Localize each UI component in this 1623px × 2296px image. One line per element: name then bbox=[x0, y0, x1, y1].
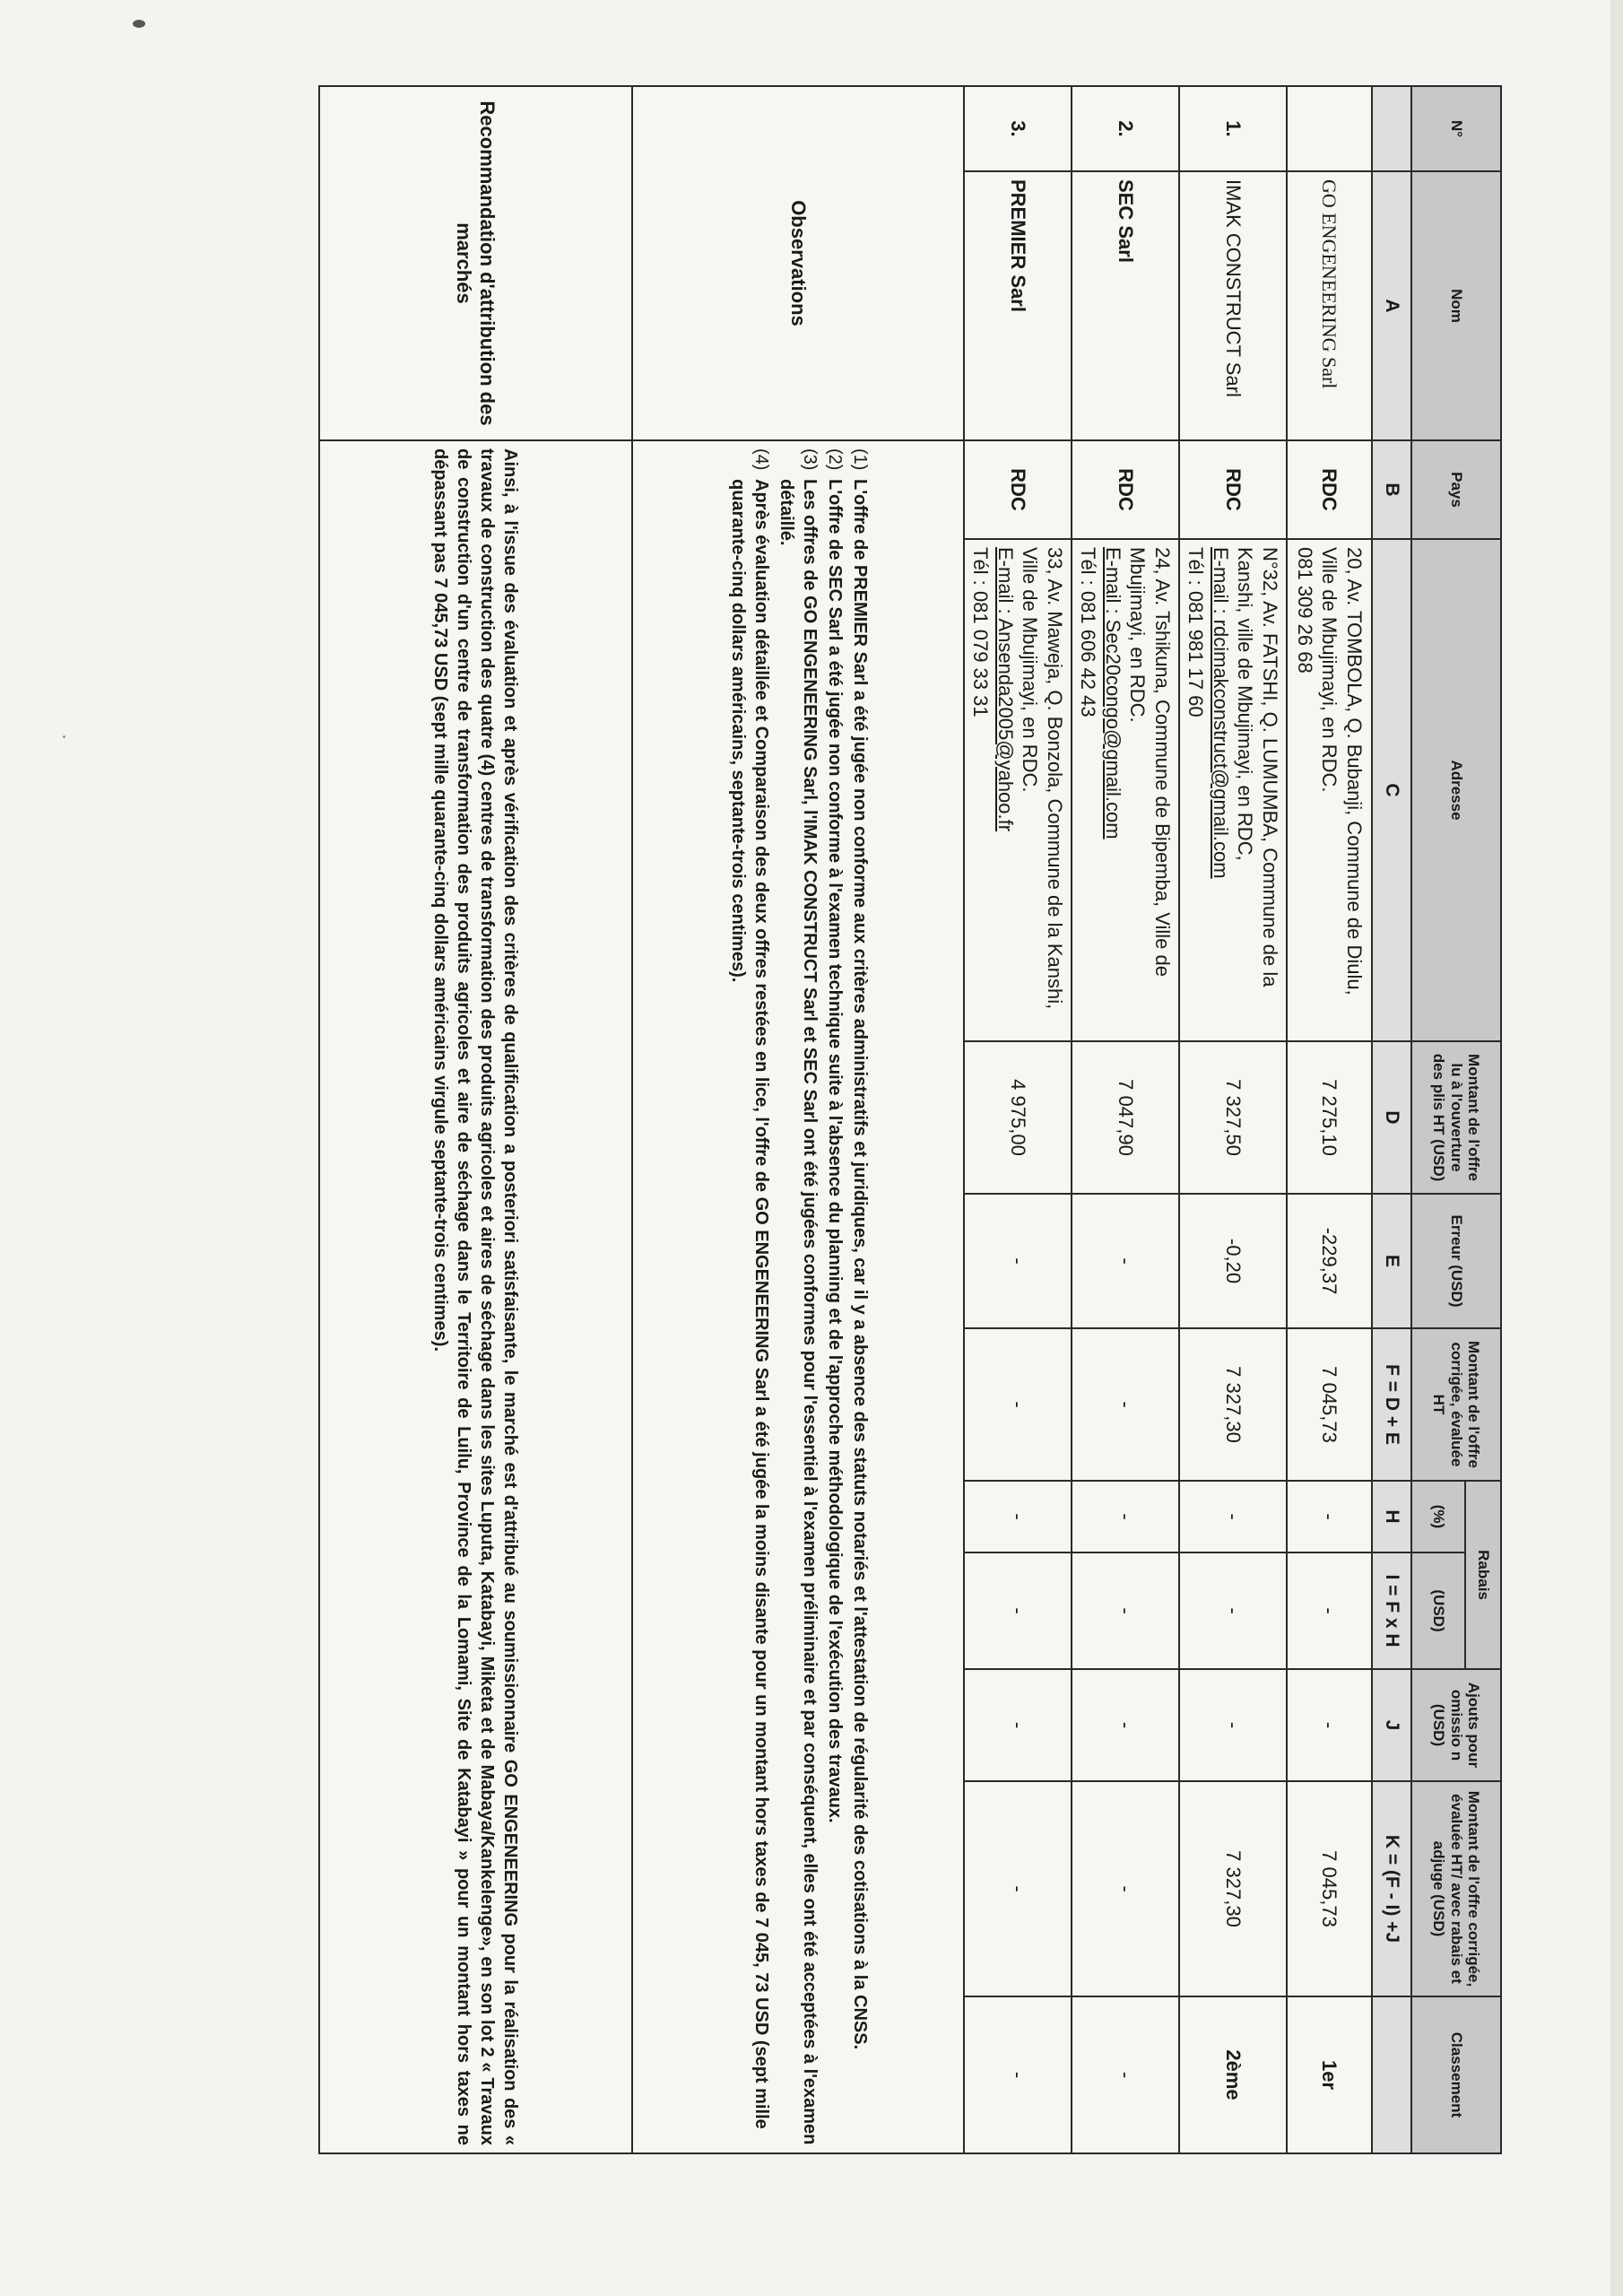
address-phone: Tél : 081 606 42 43 bbox=[1077, 547, 1100, 718]
header-montant-lu: Montant de l'offre lu à l'ouverture des plis HT (USD) bbox=[1411, 1041, 1501, 1194]
bidder-country: RDC bbox=[1072, 440, 1179, 539]
cell-ajouts: - bbox=[1287, 1669, 1372, 1781]
bidder-address bbox=[964, 539, 1072, 1041]
cell-erreur: - bbox=[1072, 1194, 1179, 1328]
observation-item bbox=[823, 448, 846, 2145]
bidder-country: RDC bbox=[1179, 440, 1287, 539]
rotated-document bbox=[318, 85, 1502, 2152]
observation-text: Après évaluation détaillée et Comparaison des deux offres restées en lice, l'offre de GO ENGENEERING Sarl a été jugée la moins disante pour un montant hors taxes de 7 045, 73 USD (sept mille quarante-cinq dollars américains, septante-trois centimes). bbox=[728, 479, 771, 2129]
cell-rabais-usd: - bbox=[1072, 1552, 1179, 1669]
row-number: 1. bbox=[1179, 86, 1287, 171]
cell-montant-final: 7 045,73 bbox=[1287, 1781, 1372, 1996]
bidder-country: RDC bbox=[1287, 440, 1372, 539]
cell-rabais-usd: - bbox=[1287, 1552, 1372, 1669]
observation-number: (2) bbox=[825, 448, 845, 471]
cell-classement: - bbox=[1072, 1996, 1179, 2153]
header-rabais-pct: (%) bbox=[1411, 1481, 1465, 1552]
cell-montant-final: - bbox=[964, 1781, 1072, 1996]
address-email: E-mail : Sec20congo@gmail.com bbox=[1102, 547, 1124, 839]
bidder-address bbox=[1287, 539, 1372, 1041]
bidder-name: GO ENGENEERING Sarl bbox=[1287, 171, 1372, 440]
cell-montant-corrige: 7 045,73 bbox=[1287, 1328, 1372, 1481]
cell-ajouts: - bbox=[1179, 1669, 1287, 1781]
bidder-address bbox=[1072, 539, 1179, 1041]
column-code: B bbox=[1372, 440, 1411, 539]
cell-rabais-pct: - bbox=[1072, 1481, 1179, 1552]
scan-edge bbox=[1610, 0, 1623, 2296]
row-number bbox=[1287, 86, 1372, 171]
observations-label: Observations bbox=[632, 86, 964, 440]
cell-rabais-pct: - bbox=[964, 1481, 1072, 1552]
column-code-row bbox=[1372, 86, 1411, 2153]
cell-montant-corrige: 7 327,30 bbox=[1179, 1328, 1287, 1481]
table-row bbox=[964, 86, 1072, 2153]
evaluation-table bbox=[318, 85, 1502, 2154]
header-erreur: Erreur (USD) bbox=[1411, 1194, 1501, 1328]
column-code bbox=[1372, 86, 1411, 171]
scan-speck bbox=[63, 735, 65, 738]
cell-rabais-usd: - bbox=[1179, 1552, 1287, 1669]
header-classement: Classement bbox=[1411, 1996, 1501, 2153]
column-code bbox=[1372, 1996, 1411, 2153]
column-code: A bbox=[1372, 171, 1411, 440]
observations-row bbox=[632, 86, 964, 2153]
recommendation-label: Recommandation d'attribution des marchés bbox=[319, 86, 632, 440]
header-pays: Pays bbox=[1411, 440, 1501, 539]
observation-number: (4) bbox=[751, 448, 771, 471]
cell-rabais-pct: - bbox=[1287, 1481, 1372, 1552]
bidder-name: SEC Sarl bbox=[1072, 171, 1179, 440]
address-email: E-mail : Ansenda2005@yahoo.fr bbox=[994, 547, 1017, 832]
column-code: C bbox=[1372, 539, 1411, 1041]
cell-rabais-usd: - bbox=[964, 1552, 1072, 1669]
observations-cell bbox=[632, 440, 964, 2153]
table-row bbox=[1179, 86, 1287, 2153]
row-number: 2. bbox=[1072, 86, 1179, 171]
cell-rabais-pct: - bbox=[1179, 1481, 1287, 1552]
header-num: N° bbox=[1411, 86, 1501, 171]
address-line: 24, Av. Tshikuna, Commune de Bipemba, Ville de Mbujimayi, en RDC. bbox=[1126, 547, 1174, 977]
header-adresse: Adresse bbox=[1411, 539, 1501, 1041]
cell-erreur: -229,37 bbox=[1287, 1194, 1372, 1328]
observation-text: L'offre de PREMIER Sarl a été jugée non conforme aux critères administratifs et juridiques, car il y a absence des statuts notariés et l'attestation de régularité des cotisations à la CNSS. bbox=[850, 479, 870, 2050]
observation-item bbox=[726, 448, 773, 2145]
header-nom: Nom bbox=[1411, 171, 1501, 440]
cell-classement: 2ème bbox=[1179, 1996, 1287, 2153]
header-rabais: Rabais bbox=[1465, 1481, 1501, 1669]
observations-list bbox=[726, 448, 872, 2145]
column-code: F = D + E bbox=[1372, 1328, 1411, 1481]
column-code: I = F x H bbox=[1372, 1552, 1411, 1669]
bidder-name: PREMIER Sarl bbox=[964, 171, 1072, 440]
row-number: 3. bbox=[964, 86, 1072, 171]
observation-text: Les offres de GO ENGENEERING Sarl, l'IMAK CONSTRUCT Sarl et SEC Sarl ont été jugées conformes pour l'essentiel à l'examen préliminaire et par conséquent, elles ont été acceptées à l'examen détaillé. bbox=[777, 479, 820, 2145]
observation-text: L'offre de SEC Sarl a été jugée non conforme à l'examen technique suite à l'absence du planning et de l'approche méthodologique de l'exécution des travaux. bbox=[825, 479, 845, 1823]
cell-ajouts: - bbox=[1072, 1669, 1179, 1781]
observation-item bbox=[775, 448, 821, 2145]
column-code: E bbox=[1372, 1194, 1411, 1328]
observation-number: (3) bbox=[800, 448, 820, 471]
table-row bbox=[1072, 86, 1179, 2153]
cell-classement: 1er bbox=[1287, 1996, 1372, 2153]
table-row bbox=[1287, 86, 1372, 2153]
scan-speck bbox=[133, 20, 145, 28]
header-rabais-usd: (USD) bbox=[1411, 1552, 1465, 1669]
cell-ajouts: - bbox=[964, 1669, 1072, 1781]
cell-montant-final: - bbox=[1072, 1781, 1179, 1996]
bidder-name: IMAK CONSTRUCT Sarl bbox=[1179, 171, 1287, 440]
cell-classement: - bbox=[964, 1996, 1072, 2153]
cell-montant-final: 7 327,30 bbox=[1179, 1781, 1287, 1996]
header-montant-final: Montant de l'offre corrigée, évaluée HT/ avec rabais et adjuge (USD) bbox=[1411, 1781, 1501, 1996]
column-code: D bbox=[1372, 1041, 1411, 1194]
bidder-address bbox=[1179, 539, 1287, 1041]
cell-montant-corrige: - bbox=[964, 1328, 1072, 1481]
bidder-country: RDC bbox=[964, 440, 1072, 539]
address-line: 33, Av. Maweja, Q. Bonzola, Commune de la Kanshi, Ville de Mbujimayi, en RDC. bbox=[1019, 547, 1066, 1010]
header-montant-corrige: Montant de l'offre corrigée, évaluée HT bbox=[1411, 1328, 1501, 1481]
address-phone: Tél : 081 079 33 31 bbox=[969, 547, 993, 718]
cell-montant-lu: 4 975,00 bbox=[964, 1041, 1072, 1194]
column-code: K = (F - I) +J bbox=[1372, 1781, 1411, 1996]
cell-montant-lu: 7 327,50 bbox=[1179, 1041, 1287, 1194]
address-line: N°32, Av. FATSHI, Q. LUMUMBA, Commune de la Kanshi, ville de Mbujimayi, en RDC, bbox=[1234, 547, 1281, 987]
column-code: J bbox=[1372, 1669, 1411, 1781]
cell-montant-lu: 7 275,10 bbox=[1287, 1041, 1372, 1194]
cell-montant-lu: 7 047,90 bbox=[1072, 1041, 1179, 1194]
address-phone: 081 309 26 68 bbox=[1293, 547, 1316, 674]
column-code: H bbox=[1372, 1481, 1411, 1552]
address-line: 20, Av. TOMBOLA, Q. Bubanji, Commune de Diulu, Ville de Mbujimayi, en RDC. bbox=[1318, 547, 1366, 996]
recommendation-text: Ainsi, à l'issue des évaluation et après vérification des critères de qualification a posteriori satisfaisante, le marché est d'attribué au soumissionnaire GO ENGENEERING pour la réalisation des « travaux de construction des quatre (4) centres de transformation des produits agricoles et aires de séchage dans les sites Luputa, Katabayi, Miketa et de Mabaya/Kankelenge», en son lot 2 « Travaux de construction d'un centre de transformation des produits agricoles et aire de séchage dans le Territoire de Luilu, Province de la Lomami, Site de Katabayi » pour un montant hors taxes ne dépassant pas 7 045,73 USD (sept mille quarante-cinq dollars américains virgule septante-trois centimes). bbox=[319, 440, 632, 2153]
header-ajouts: Ajouts pour omissio n (USD) bbox=[1411, 1669, 1501, 1781]
observation-number: (1) bbox=[850, 448, 870, 471]
recommendation-row bbox=[319, 86, 632, 2153]
address-email: E-mail : rdcimakconstruct@gmail.com bbox=[1210, 547, 1232, 879]
observation-item bbox=[848, 448, 872, 2145]
cell-montant-corrige: - bbox=[1072, 1328, 1179, 1481]
address-phone: Tél : 081 981 17 60 bbox=[1185, 547, 1208, 718]
cell-erreur: -0,20 bbox=[1179, 1194, 1287, 1328]
cell-erreur: - bbox=[964, 1194, 1072, 1328]
